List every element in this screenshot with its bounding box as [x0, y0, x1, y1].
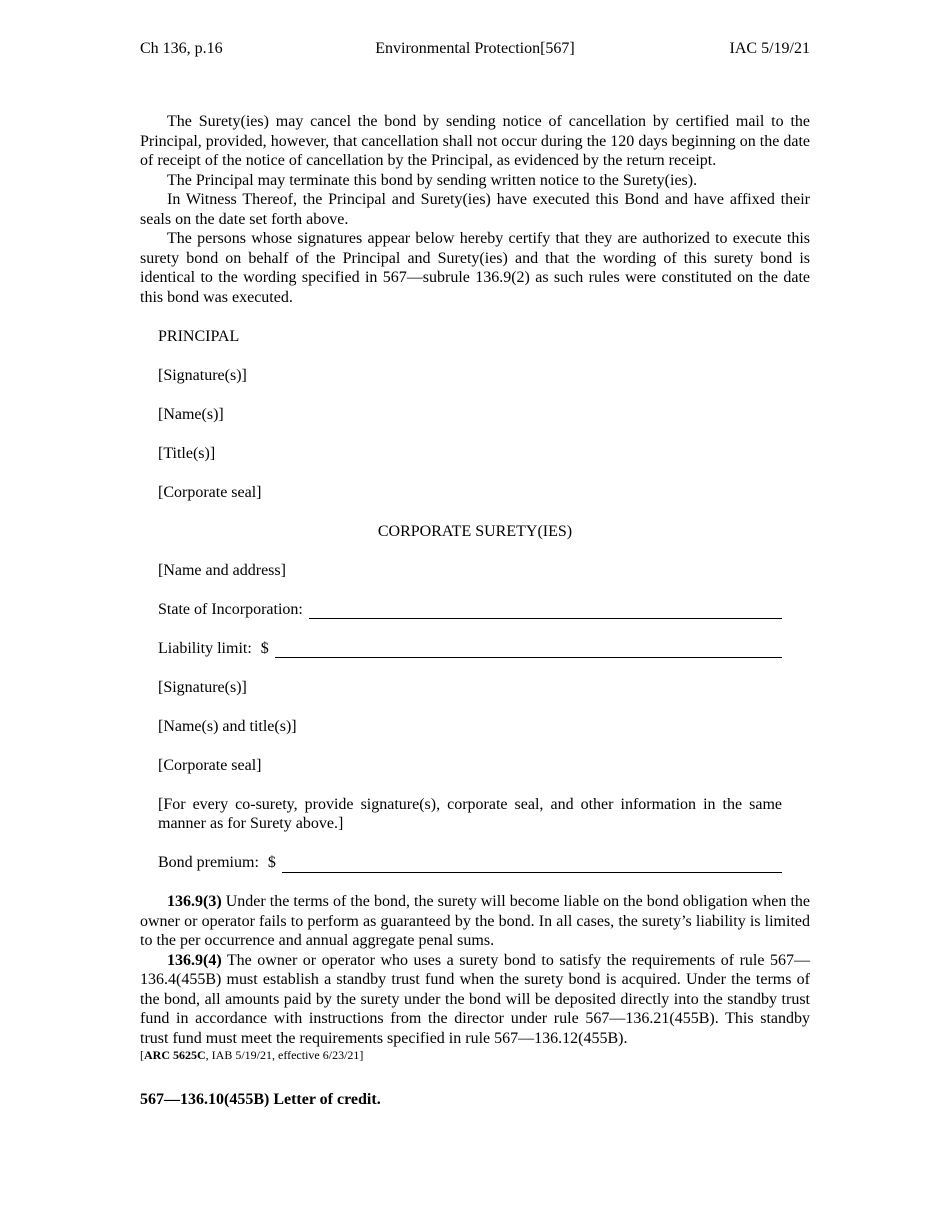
liability-limit-label: Liability limit:	[158, 639, 252, 657]
bond-premium-blank	[282, 857, 782, 873]
principal-seal-field: [Corporate seal]	[158, 483, 262, 501]
header-chapter-page: Ch 136, p.16	[140, 40, 223, 57]
arc-number: ARC 5625C	[144, 1048, 206, 1062]
document-body	[140, 112, 810, 1110]
surety-names-titles-field: [Name(s) and title(s)]	[158, 717, 297, 735]
liability-currency: $	[260, 639, 269, 657]
arc-citation	[140, 1048, 810, 1062]
principal-titles-field: [Title(s)]	[158, 444, 216, 462]
subrule-136-9-3-text: Under the terms of the bond, the surety will become liable on the bond obligation when the owner or operator fails to perform as guaranteed by the bond. In all cases, the surety’s liability is limited to the per occurrence and annual aggregate penal sums.	[140, 893, 811, 949]
cancellation-paragraph: The Surety(ies) may cancel the bond by sending notice of cancellation by certified mail to the Principal, provided, however, that cancellation shall not occur during the 120 days beginning on the date of receipt of the notice of cancellation by the Principal, as evidenced by the return receipt.	[140, 113, 810, 169]
liability-limit-field	[140, 639, 810, 659]
subrule-136-9-4	[140, 951, 810, 1049]
citation-open: [	[140, 1048, 144, 1062]
surety-signature-field: [Signature(s)]	[158, 678, 247, 696]
principal-signature-field: [Signature(s)]	[158, 366, 247, 384]
state-of-incorporation-field	[140, 600, 810, 620]
bond-premium-field	[140, 853, 810, 873]
state-of-incorporation-label: State of Incorporation:	[158, 600, 303, 618]
certification-paragraph: The persons whose signatures appear below hereby certify that they are authorized to execute this surety bond on behalf of the Principal and Surety(ies) and that the wording of this surety bond is identical to the wording specified in 567—subrule 136.9(2) as such rules were constituted on the date this bond was executed.	[140, 230, 810, 306]
subrule-136-9-4-number: 136.9(4)	[167, 951, 222, 969]
state-of-incorporation-blank	[309, 603, 782, 619]
principal-names-field: [Name(s)]	[158, 405, 224, 423]
next-rule-heading: 567—136.10(455B) Letter of credit.	[140, 1091, 381, 1108]
subrule-136-9-3-number: 136.9(3)	[167, 893, 222, 910]
witness-paragraph: In Witness Thereof, the Principal and Surety(ies) have executed this Bond and have affixed their seals on the date set forth above.	[140, 191, 810, 228]
surety-heading: CORPORATE SURETY(IES)	[377, 522, 573, 540]
principal-heading: PRINCIPAL	[158, 327, 240, 345]
page-header	[140, 40, 810, 62]
cosurety-note: [For every co-surety, provide signature(s), corporate seal, and other information in the same manner as for Surety above.]	[158, 795, 782, 832]
subrule-136-9-3	[140, 892, 810, 951]
bond-premium-currency: $	[267, 854, 276, 871]
liability-limit-blank	[275, 642, 782, 658]
header-agency-title: Environmental Protection[567]	[375, 40, 575, 57]
surety-seal-field: [Corporate seal]	[158, 756, 262, 774]
subrule-136-9-4-text: The owner or operator who uses a surety bond to satisfy the requirements of rule 567—136.4(455B) must establish a standby trust fund when the surety bond is acquired. Under the terms of the bond, all amounts paid by the surety under the bond will be deposited directly into the standby trust fund in accordance with instructions from the director under rule 567—136.21(455B). This standby trust fund must meet the requirements specified in rule 567—136.12(455B).	[140, 951, 810, 1047]
termination-paragraph: The Principal may terminate this bond by sending written notice to the Surety(ies).	[167, 171, 698, 189]
header-date: IAC 5/19/21	[729, 40, 810, 57]
citation-details: , IAB 5/19/21, effective 6/23/21]	[205, 1048, 364, 1062]
surety-name-address-field: [Name and address]	[158, 561, 286, 579]
bond-premium-label: Bond premium:	[158, 854, 259, 871]
